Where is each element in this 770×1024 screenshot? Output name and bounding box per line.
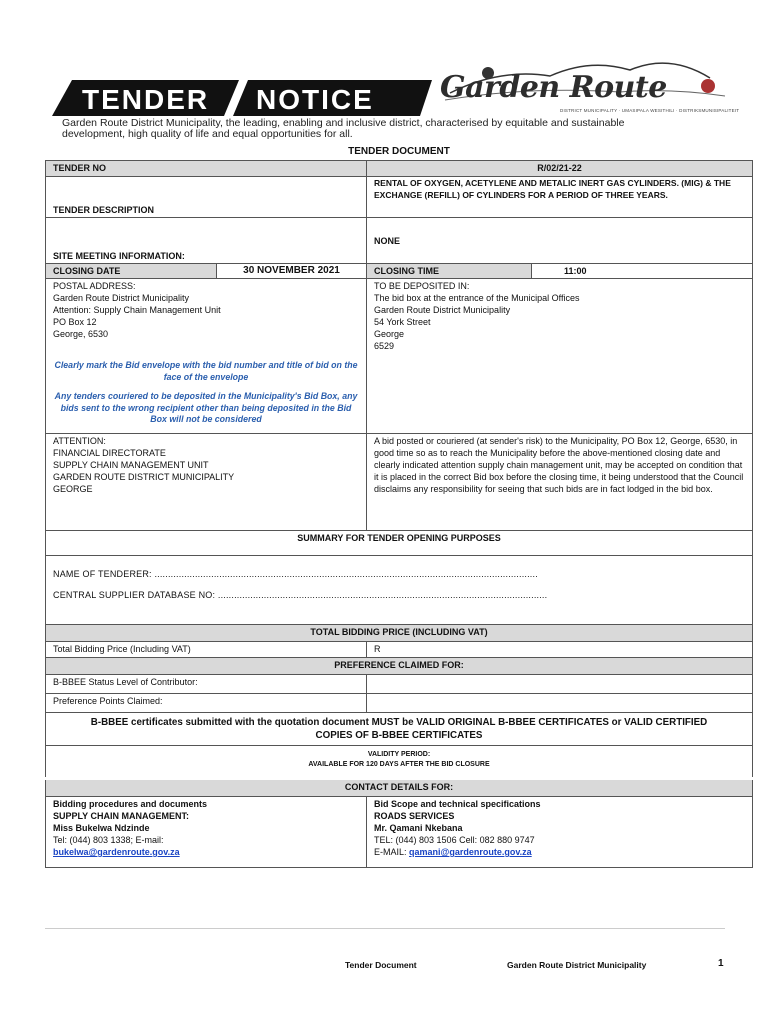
tender-no-label: TENDER NO	[46, 161, 367, 177]
addresses-row	[46, 279, 753, 434]
tender-no-row	[46, 161, 753, 177]
validity-period-label: VALIDITY PERIOD:	[367, 751, 431, 758]
tender-table	[45, 160, 753, 868]
bbbee-status-row	[46, 675, 753, 694]
bbbee-notice: B-BBEE certificates submitted with the quotation document MUST be VALID ORIGINAL B-BBEE CERTIFICATES or VALID CERTIFIED COPIES OF B-BBEE CERTIFICATES	[46, 713, 753, 746]
preference-points-label: Preference Points Claimed:	[46, 694, 367, 713]
contact-title: CONTACT DETAILS FOR:	[46, 779, 753, 797]
summary-title: SUMMARY FOR TENDER OPENING PURPOSES	[46, 531, 753, 556]
contact-right-heading: Bid Scope and technical specifications	[374, 799, 541, 809]
attention-cell	[46, 434, 367, 531]
validity-cell	[46, 746, 753, 779]
closing-date-value: 30 NOVEMBER 2021	[217, 264, 367, 279]
preference-title-row	[46, 658, 753, 675]
contact-right-email-label: E-MAIL:	[374, 847, 407, 857]
attention-line: GEORGE	[53, 484, 93, 494]
contact-details-row	[46, 797, 753, 868]
deposit-line: The bid box at the entrance of the Municipal Offices	[374, 293, 580, 303]
courier-warning-note: Any tenders couriered to be deposited in the Municipality's Bid Box, any bids sent to the wrong recipient other than being deposited in the Bid Box will not be considered	[54, 391, 358, 424]
closing-date-label: CLOSING DATE	[46, 264, 217, 279]
courier-note-cell: A bid posted or couriered (at sender's risk) to the Municipality, PO Box 12, George, 6530, in good time so as to reach the Municipality before the above-mentioned closing date and clearly indicated attention supply chain management unit, may be accepted on condition that it is placed in the correct Bid box before the closing time, it being understood that the Council disclaims any responsibility for seeing that such bids are in fact lodged in the bid box.	[367, 434, 753, 531]
site-meeting-label: SITE MEETING INFORMATION:	[46, 218, 367, 264]
contact-left-heading: Bidding procedures and documents	[53, 799, 208, 809]
deposit-line: 54 York Street	[374, 317, 431, 327]
deposit-line: 6529	[374, 341, 395, 351]
tender-notice-banner	[52, 78, 432, 118]
page-number: 1	[718, 958, 724, 969]
tender-description-value: RENTAL OF OXYGEN, ACETYLENE AND METALIC INERT GAS CYLINDERS. (MIG) & THE EXCHANGE (REFILL) OF CYLINDERS FOR A PERIOD OF THREE YEARS.	[367, 177, 753, 218]
attention-row	[46, 434, 753, 531]
tender-no-value: R/02/21-22	[367, 161, 753, 177]
postal-line: Garden Route District Municipality	[53, 293, 190, 303]
preference-points-row	[46, 694, 753, 713]
garden-route-logo-text: Garden Route	[440, 70, 667, 105]
bbbee-status-value[interactable]	[367, 675, 753, 694]
preference-title: PREFERENCE CLAIMED FOR:	[46, 658, 753, 675]
contact-right-email-link[interactable]: qamani@gardenroute.gov.za	[409, 847, 532, 857]
validity-period-text: AVAILABLE FOR 120 DAYS AFTER THE BID CLOSURE	[308, 761, 490, 768]
attention-line: GARDEN ROUTE DISTRICT MUNICIPALITY	[53, 472, 235, 482]
deposit-line: TO BE DEPOSITED IN:	[374, 281, 470, 291]
total-price-title-row	[46, 625, 753, 642]
tender-description-row	[46, 177, 753, 218]
contact-title-row	[46, 779, 753, 797]
postal-line: PO Box 12	[53, 317, 97, 327]
csd-number-field[interactable]: CENTRAL SUPPLIER DATABASE NO: ..........................................................................................................................	[53, 590, 548, 600]
validity-row	[46, 746, 753, 779]
tenderer-info-cell	[46, 556, 753, 625]
banner-right-text: NOTICE	[256, 84, 374, 115]
bid-envelope-note: Clearly mark the Bid envelope with the bid number and title of bid on the face of the envelope	[54, 360, 358, 382]
attention-line: SUPPLY CHAIN MANAGEMENT UNIT	[53, 460, 209, 470]
total-price-row	[46, 642, 753, 658]
contact-left-unit: SUPPLY CHAIN MANAGEMENT:	[53, 811, 190, 821]
total-price-value[interactable]: R	[367, 642, 753, 658]
attention-line: ATTENTION:	[53, 436, 106, 446]
deposit-line: Garden Route District Municipality	[374, 305, 511, 315]
preference-points-value[interactable]	[367, 694, 753, 713]
summary-title-row	[46, 531, 753, 556]
footer-divider	[45, 928, 725, 929]
site-meeting-row	[46, 218, 753, 264]
postal-line: POSTAL ADDRESS:	[53, 281, 136, 291]
deposit-line: George	[374, 329, 405, 339]
bbbee-status-label: B-BBEE Status Level of Contributor:	[46, 675, 367, 694]
tender-description-label: TENDER DESCRIPTION	[46, 177, 367, 218]
tagline: Garden Route District Municipality, the leading, enabling and inclusive district, characterised by equitable and sustainable development, high quality of life and equal opportunities for all.	[62, 117, 625, 140]
contact-left-cell	[46, 797, 367, 868]
postal-line: George, 6530	[53, 329, 109, 339]
postal-line: Attention: Supply Chain Management Unit	[53, 305, 221, 315]
contact-right-person: Mr. Qamani Nkebana	[374, 823, 463, 833]
logo-subtitle: DISTRICT MUNICIPALITY · UMASIPALA WESITHILI · DISTRIKSMUNISIPALITEIT	[560, 108, 740, 113]
closing-row	[46, 264, 753, 279]
closing-time-label: CLOSING TIME	[367, 264, 532, 279]
contact-right-unit: ROADS SERVICES	[374, 811, 455, 821]
contact-right-phone: TEL: (044) 803 1506 Cell: 082 880 9747	[374, 835, 535, 845]
contact-right-cell	[367, 797, 753, 868]
total-price-title: TOTAL BIDDING PRICE (INCLUDING VAT)	[46, 625, 753, 642]
closing-time-value: 11:00	[532, 264, 753, 279]
name-of-tenderer-field[interactable]: NAME OF TENDERER: ..............................................................................................................................................	[53, 569, 538, 579]
attention-line: FINANCIAL DIRECTORATE	[53, 448, 166, 458]
footer-middle-text: Garden Route District Municipality	[507, 960, 647, 970]
deposit-address-cell	[367, 279, 753, 434]
bbbee-notice-row	[46, 713, 753, 746]
tenderer-info-row	[46, 556, 753, 625]
site-meeting-value: NONE	[367, 218, 753, 264]
contact-left-person: Miss Bukelwa Ndzinde	[53, 823, 150, 833]
header	[0, 0, 770, 145]
total-price-label: Total Bidding Price (Including VAT)	[46, 642, 367, 658]
postal-address-cell	[46, 279, 367, 434]
banner-left-text: TENDER	[82, 84, 210, 115]
contact-left-phone: Tel: (044) 803 1338; E-mail:	[53, 835, 164, 845]
contact-right-email-line	[374, 846, 745, 858]
contact-left-email-link[interactable]: bukelwa@gardenroute.gov.za	[53, 847, 180, 857]
document-title: TENDER DOCUMENT	[348, 146, 450, 157]
footer-left-text: Tender Document	[345, 960, 417, 970]
